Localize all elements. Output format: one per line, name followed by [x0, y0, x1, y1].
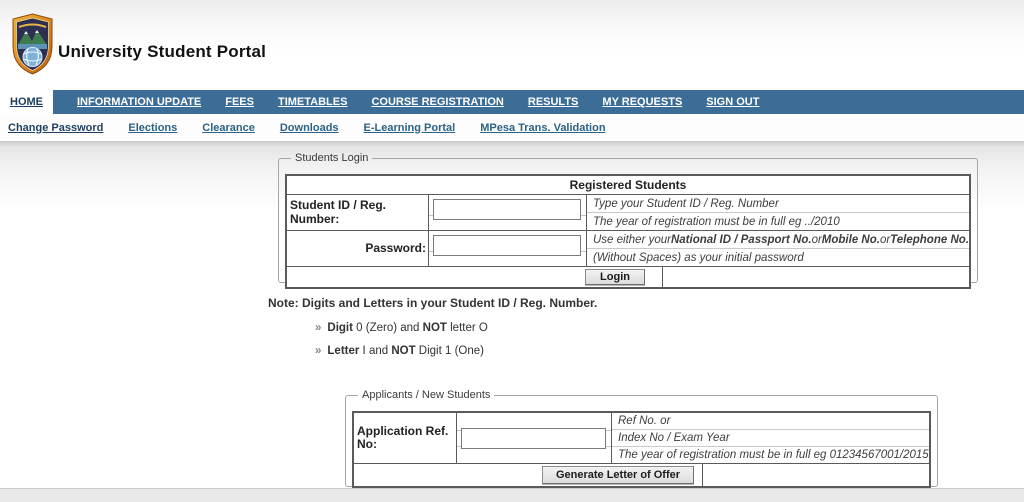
login-button-row	[287, 267, 969, 287]
application-ref-cell	[457, 413, 612, 463]
note-block	[268, 296, 598, 357]
column-divider	[662, 267, 663, 287]
subnav-item-downloads[interactable]: Downloads	[279, 121, 339, 134]
table-header-registered-students: Registered Students	[287, 176, 969, 195]
offer-button-row	[354, 464, 929, 486]
chevron-bullet-icon: »	[315, 322, 322, 334]
application-ref-label: Application Ref. No:	[354, 413, 457, 463]
application-ref-help-line-2: Index No / Exam Year	[612, 430, 929, 447]
subnav-item-change-password[interactable]: Change Password	[8, 121, 104, 134]
generate-letter-of-offer-button[interactable]: Generate Letter of Offer	[542, 466, 694, 484]
subnav-item-elearning-portal[interactable]: E-Learning Portal	[363, 121, 456, 134]
students-login-legend: Students Login	[295, 152, 369, 164]
password-help-line-1: Use either your National ID / Passport No. or Mobile No. or Telephone No.	[587, 231, 969, 249]
header	[0, 0, 1024, 90]
note-title: Note: Digits and Letters in your Student ID / Reg. Number.	[268, 296, 598, 310]
nav-item-sign-out[interactable]: SIGN OUT	[706, 96, 760, 108]
registered-students-table	[285, 174, 971, 289]
note-item-letter: » Letter I and NOT Digit 1 (One)	[315, 345, 484, 357]
nav-item-fees[interactable]: FEES	[225, 96, 254, 108]
secondary-nav	[0, 114, 1024, 141]
nav-item-information-update[interactable]: INFORMATION UPDATE	[77, 96, 202, 108]
application-ref-help-line-1: Ref No. or	[612, 413, 929, 430]
subnav-item-mpesa-validation[interactable]: MPesa Trans. Validation	[480, 121, 606, 134]
applicants-fieldset	[345, 389, 938, 487]
main-nav	[0, 90, 1024, 114]
student-id-help-line-2: The year of registration must be in full eg ../2010	[593, 215, 840, 228]
student-id-input[interactable]	[433, 199, 581, 220]
nav-item-my-requests[interactable]: MY REQUESTS	[602, 96, 683, 108]
chevron-bullet-icon: »	[315, 345, 322, 357]
nav-item-results[interactable]: RESULTS	[527, 96, 579, 108]
page-title: University Student Portal	[58, 42, 267, 61]
nav-item-timetables[interactable]: TIMETABLES	[277, 96, 348, 108]
main-content	[0, 141, 1024, 488]
password-cell	[429, 231, 587, 266]
university-crest-icon	[10, 13, 55, 75]
nav-item-home[interactable]: HOME	[0, 90, 53, 114]
login-button[interactable]: Login	[585, 269, 645, 285]
students-login-fieldset	[278, 152, 978, 283]
student-id-label: Student ID / Reg. Number:	[287, 195, 429, 230]
student-id-row	[287, 195, 969, 231]
application-ref-row	[354, 413, 929, 464]
subnav-item-elections[interactable]: Elections	[128, 121, 178, 134]
applicants-legend: Applicants / New Students	[362, 389, 491, 401]
password-label: Password:	[287, 231, 429, 266]
student-id-help-line-1: Type your Student ID / Reg. Number	[587, 195, 969, 213]
nav-item-course-registration[interactable]: COURSE REGISTRATION	[371, 96, 504, 108]
application-ref-help	[612, 413, 929, 463]
note-item-digit: » Digit 0 (Zero) and NOT letter O	[315, 322, 488, 334]
password-input[interactable]	[433, 235, 581, 256]
password-row	[287, 231, 969, 267]
password-help-line-2: (Without Spaces) as your initial password	[593, 251, 804, 264]
subnav-item-clearance[interactable]: Clearance	[202, 121, 255, 134]
application-ref-help-line-3: The year of registration must be in full eg 01234567001/2015	[618, 449, 929, 461]
application-ref-input[interactable]	[461, 428, 606, 449]
student-id-cell	[429, 195, 587, 230]
column-divider	[702, 464, 703, 486]
student-id-help	[587, 195, 969, 230]
password-help	[587, 231, 969, 266]
footer-strip	[0, 488, 1024, 502]
applicants-table	[352, 411, 931, 488]
